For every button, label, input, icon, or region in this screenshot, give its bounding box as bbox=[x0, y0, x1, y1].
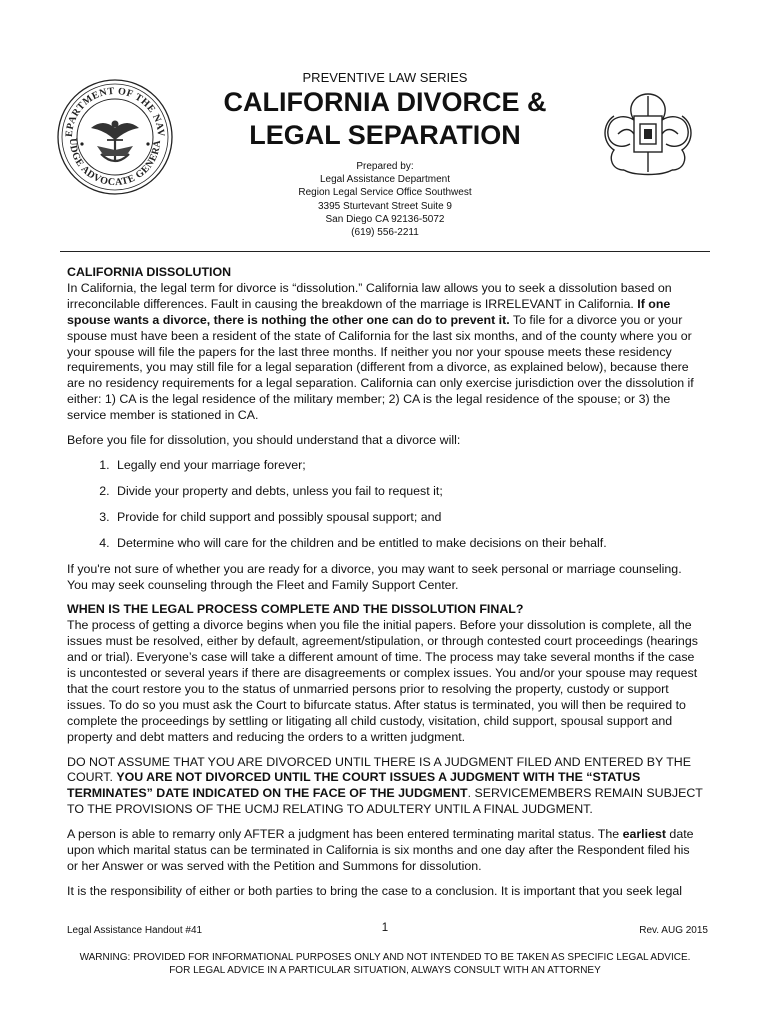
warning-line-2: FOR LEGAL ADVICE IN A PARTICULAR SITUATION, ALWAYS CONSULT WITH AN ATTORNEY bbox=[169, 965, 601, 976]
legal-warning bbox=[0, 951, 770, 977]
department-name: Legal Assistance Department bbox=[319, 174, 451, 186]
prepared-by-block bbox=[0, 160, 770, 239]
paragraph-text: date upon which marital status can be terminated in California is six months and one day after the Respondent filed his or her Answer or was served with the Petition and Summons for dissolution. bbox=[67, 827, 694, 873]
paragraph-text: A person is able to remarry only AFTER a judgment has been entered terminating marital status. The bbox=[67, 827, 623, 842]
page-number: 1 bbox=[381, 922, 389, 934]
paragraph bbox=[67, 827, 704, 875]
section-heading: WHEN IS THE LEGAL PROCESS COMPLETE AND THE DISSOLUTION FINAL? bbox=[67, 602, 524, 617]
paragraph-text: To file for a divorce you or your spouse must have been a resident of the state of California for the last six months, and of the county where you or your spouse will file the papers for the last three months. If neither you nor your spouse meets these residency requirements, you may still file for a legal separation (different from a divorce, as explained below), because there are no residency requirements for a legal separation. California can only exercise jurisdiction over the dissolution if either: 1) CA is the legal residence of the military member; 2) CA is the legal residence of the spouse; or 3) the service member is stationed in CA. bbox=[67, 312, 694, 423]
final-section bbox=[67, 602, 704, 745]
header-divider bbox=[60, 251, 710, 252]
emphasis-text: earliest bbox=[622, 827, 666, 842]
title-line-1: CALIFORNIA DIVORCE & bbox=[223, 87, 547, 117]
warning-line-1: WARNING: PROVIDED FOR INFORMATIONAL PURPOSES ONLY AND NOT INTENDED TO BE TAKEN AS SPECIFIC LEGAL ADVICE. bbox=[79, 952, 691, 963]
svg-text:JUDGE ADVOCATE GENERAL: UDGE ADVOCATE GENERA bbox=[66, 138, 164, 189]
office-name: Region Legal Service Office Southwest bbox=[298, 187, 472, 199]
paragraph-text: DO NOT ASSUME THAT YOU ARE DIVORCED UNTIL THERE IS A JUDGMENT FILED AND ENTERED BY THE COURT. bbox=[67, 754, 692, 785]
paragraph-text: . SERVICEMEMBERS REMAIN SUBJECT TO THE PROVISIONS OF THE UCMJ RELATING TO ADULTERY UNTIL A FINAL JUDGMENT. bbox=[67, 786, 703, 817]
phone-number: (619) 556-2211 bbox=[351, 227, 419, 239]
title-line-2: LEGAL SEPARATION bbox=[249, 120, 521, 150]
svg-text:DEPARTMENT OF THE NAVY: EPARTMENT OF THE NAV bbox=[63, 85, 167, 138]
paragraph: It is the responsibility of either or both parties to bring the case to a conclusion. It is important that you seek legal bbox=[67, 883, 683, 898]
city-address: San Diego CA 92136-5072 bbox=[325, 213, 445, 225]
prepared-by-label: Prepared by: bbox=[356, 161, 414, 172]
handout-number: Legal Assistance Handout #41 bbox=[67, 925, 203, 936]
list-item: 3. Provide for child support and possibly spousal support; and bbox=[113, 510, 704, 526]
paragraph-text: The process of getting a divorce begins when you file the initial papers. Before your dissolution is complete, all the issues must be resolved, either by default, agreement/stipulation, or through contested court proceedings (hearings and or trial). Everyone’s case will take a different amount of time. The process may take several months if the case is uncontested or several years if there are disagreements or complex issues. You and/or your spouse may request that the court restore you to the status of unmarried persons prior to resolving the property, custody or support issues. To do so you must ask the Court to bifurcate status. After status is terminated, you will then be required to complete the proceedings by settling or litigating all child custody, visitation, child support, spousal support and property and debt matters and reducing the orders to a written judgment. bbox=[67, 618, 698, 744]
divorce-effects-list bbox=[67, 458, 704, 552]
street-address: 3395 Sturtevant Street Suite 9 bbox=[318, 200, 452, 212]
revision-date: Rev. AUG 2015 bbox=[639, 925, 708, 936]
page-title bbox=[0, 86, 770, 152]
paragraph: If you're not sure of whether you are ready for a divorce, you may want to seek personal or marriage counseling. You may seek counseling through the Fleet and Family Support Center. bbox=[67, 561, 682, 592]
section-heading: CALIFORNIA DISSOLUTION bbox=[67, 265, 232, 279]
list-item: 2. Divide your property and debts, unless you fail to request it; bbox=[113, 484, 704, 500]
paragraph: Before you file for dissolution, you should understand that a divorce will: bbox=[67, 433, 461, 448]
paragraph bbox=[67, 755, 704, 819]
paragraph-text: In California, the legal term for divorce is “dissolution.” California law allows you to seek a dissolution based on irreconcilable differences. Fault in causing the breakdown of the marriage is IRRELEVANT in California. bbox=[67, 280, 672, 311]
dissolution-section bbox=[67, 265, 704, 424]
emphasis-text: YOU ARE NOT DIVORCED UNTIL THE COURT ISSUES A JUDGMENT WITH THE “STATUS TERMINATES” DATE INDICATED ON THE FACE OF THE JUDGMENT bbox=[67, 770, 641, 801]
series-label: PREVENTIVE LAW SERIES bbox=[302, 70, 468, 85]
document-body bbox=[67, 265, 704, 909]
list-item: 4. Determine who will care for the children and be entitled to make decisions on their behalf. bbox=[113, 536, 704, 552]
list-item: 1. Legally end your marriage forever; bbox=[113, 458, 704, 474]
emphasis-text: If one spouse wants a divorce, there is nothing the other one can do to prevent it. bbox=[67, 296, 671, 327]
